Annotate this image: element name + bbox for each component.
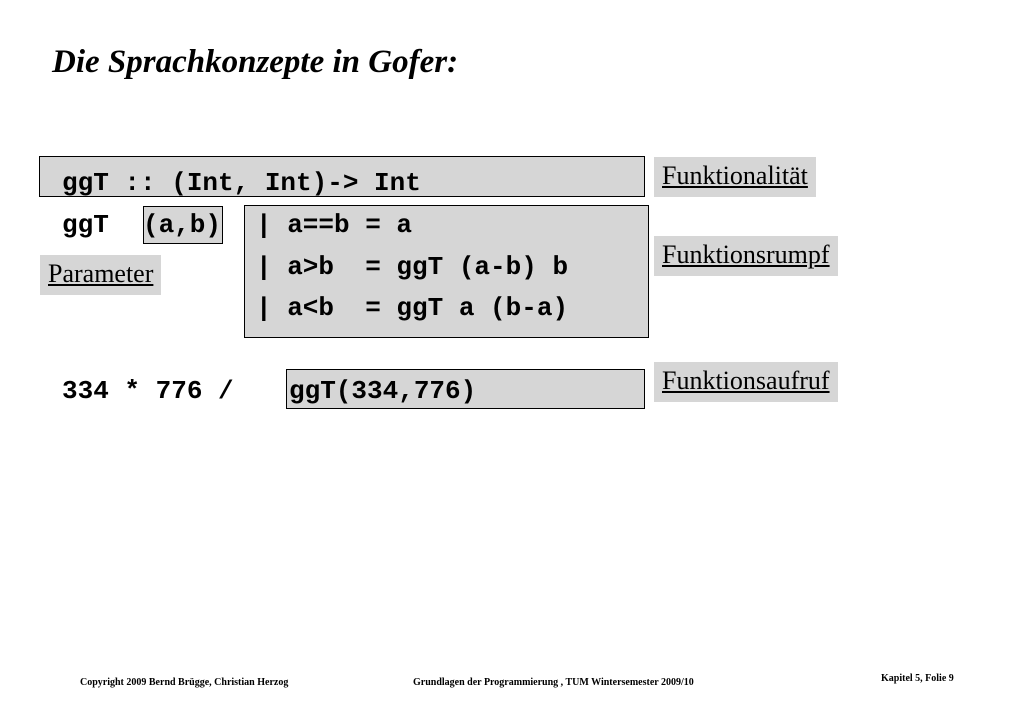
label-parameter: Parameter [40,255,161,295]
label-funktionsaufruf: Funktionsaufruf [654,362,838,402]
footer-page-number: Kapitel 5, Folie 9 [881,673,954,684]
function-call-code: ggT(334,776) [289,376,477,406]
guard-line-2: | a>b = ggT (a-b) b [256,252,569,282]
signature-line: ggT :: (Int, Int)-> Int [62,168,421,198]
parameter-code: (a,b) [143,210,222,240]
label-funktionsrumpf: Funktionsrumpf [654,236,838,276]
guard-line-1: | a==b = a [256,210,413,240]
function-name: ggT [62,210,125,240]
label-funktionalitaet: Funktionalität [654,157,816,197]
expression-prefix: 334 * 776 / [62,376,250,406]
footer-course: Grundlagen der Programmierung , TUM Wintersemester 2009/10 [413,677,694,688]
footer-copyright: Copyright 2009 Bernd Brügge, Christian Herzog [80,677,289,688]
slide-title: Die Sprachkonzepte in Gofer: [52,44,459,80]
guard-line-3: | a<b = ggT a (b-a) [256,293,569,323]
